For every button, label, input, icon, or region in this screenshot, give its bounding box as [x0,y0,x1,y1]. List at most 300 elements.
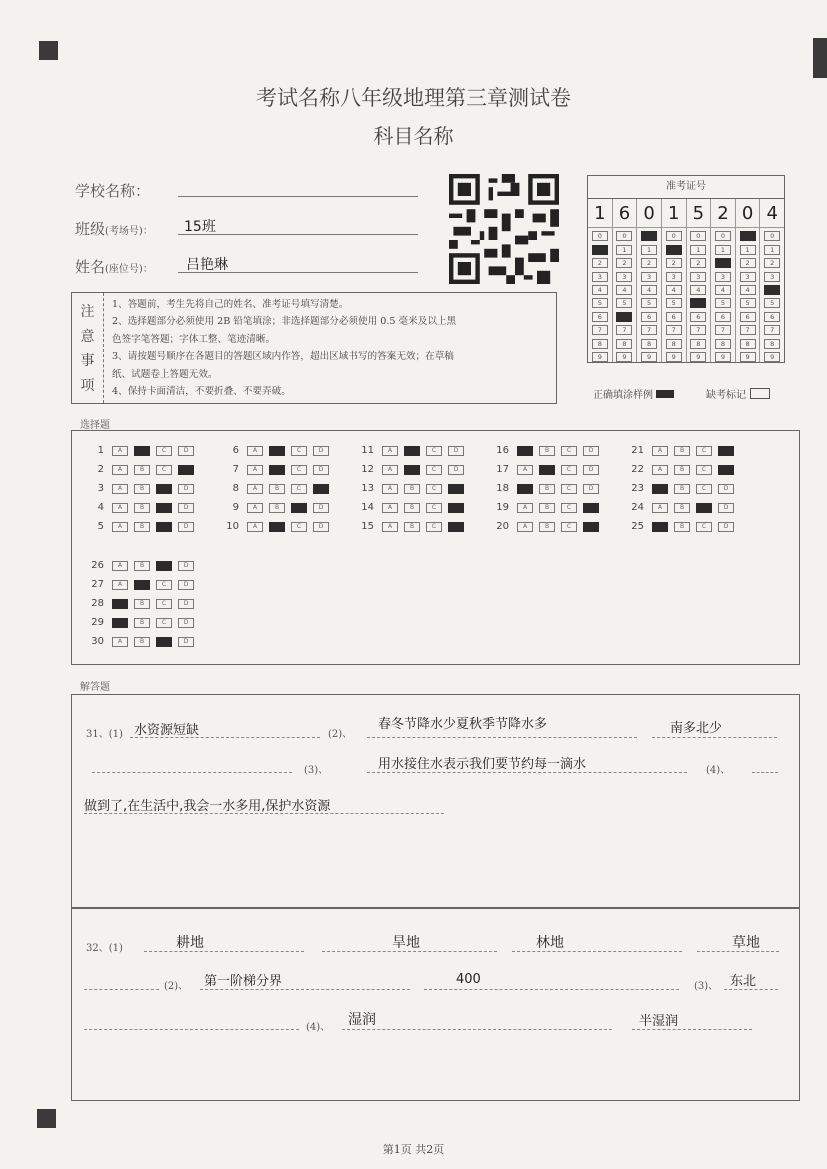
admission-bubble[interactable]: 7 [764,325,780,335]
mc-option-b[interactable] [404,465,420,475]
mc-option-b[interactable]: B [134,522,150,532]
admission-bubble[interactable] [764,285,780,295]
admission-bubble[interactable]: 2 [592,258,608,268]
mc-question-number: 18 [496,483,509,494]
admission-bubble[interactable] [641,231,657,241]
mc-option-a[interactable] [517,484,533,494]
admission-title: 准考证号 [588,176,784,199]
mc-option-b[interactable]: B [404,503,420,513]
mc-option-a[interactable]: A [247,446,263,456]
mc-question-number: 6 [232,445,239,456]
admission-bubble[interactable]: 6 [715,312,731,322]
mc-option-d[interactable]: D [718,503,734,513]
mc-question-row [86,521,200,532]
mc-question-number: 1 [97,445,104,456]
mc-question-row [86,445,200,456]
mc-question-number: 19 [496,502,509,513]
admission-bubble[interactable]: 2 [616,258,632,268]
mc-option-a[interactable]: A [247,484,263,494]
mc-option-c[interactable]: C [696,522,712,532]
mc-option-a[interactable]: A [652,503,668,513]
mc-option-a[interactable]: A [382,503,398,513]
q32-part3-label: (3)、 [694,981,719,992]
mc-question-row [356,521,470,532]
admission-bubble[interactable]: 6 [740,312,756,322]
mc-question-row [356,445,470,456]
mc-question-row [86,579,200,590]
mc-option-b[interactable] [404,446,420,456]
mc-option-d[interactable]: D [448,446,464,456]
admission-bubble[interactable]: 4 [592,285,608,295]
q32-answer-1d: 草地 [732,935,760,951]
q32-part4-label: (4)、 [306,1022,331,1033]
q31-answer-4: 做到了,在生活中,我会一水多用,保护水资源 [84,799,331,814]
admission-column [736,199,761,362]
mc-option-b[interactable]: B [269,484,285,494]
mc-option-d[interactable] [448,484,464,494]
mc-option-c[interactable] [156,503,172,513]
admission-bubble[interactable]: 6 [592,312,608,322]
mc-option-c[interactable] [156,522,172,532]
admission-bubble[interactable]: 9 [666,352,682,362]
name-value: 吕艳琳 [186,257,228,273]
mc-option-c[interactable]: C [696,446,712,456]
mc-question-number: 5 [97,521,104,532]
admission-bubble[interactable]: 1 [641,245,657,255]
mc-question-row [221,483,335,494]
mc-question-number: 3 [97,483,104,494]
admission-bubble[interactable]: 2 [690,258,706,268]
mc-question-number: 21 [631,445,644,456]
admission-bubble[interactable]: 4 [715,285,731,295]
admission-bubble[interactable]: 3 [690,272,706,282]
mc-question-row [86,636,200,647]
mc-option-d[interactable]: D [178,618,194,628]
mc-option-d[interactable]: D [313,522,329,532]
admission-bubble[interactable]: 3 [616,272,632,282]
mc-option-d[interactable]: D [313,446,329,456]
mc-option-a[interactable]: A [652,465,668,475]
mc-option-a[interactable]: A [112,637,128,647]
answer-box-31 [71,694,800,909]
mc-question-row [626,464,740,475]
admission-column [588,199,613,362]
admission-bubble[interactable]: 1 [715,245,731,255]
q31-answer-2b: 南多北少 [670,721,723,736]
admission-bubble[interactable] [740,231,756,241]
admission-bubble[interactable]: 4 [740,285,756,295]
mc-option-a[interactable]: A [247,465,263,475]
mc-option-b[interactable]: B [404,522,420,532]
mc-option-c[interactable]: C [156,446,172,456]
mc-question-row [221,502,335,513]
mc-question-row [626,483,740,494]
mc-option-d[interactable] [583,522,599,532]
mc-question-row [491,502,605,513]
mc-question-row [221,464,335,475]
mc-option-d[interactable]: D [178,561,194,571]
mc-option-a[interactable]: A [517,465,533,475]
school-label: 学校名称： [75,182,151,200]
mc-option-d[interactable]: D [448,465,464,475]
admission-bubble[interactable]: 8 [616,339,632,349]
mc-option-d[interactable] [448,503,464,513]
mc-question-row [86,560,200,571]
answer-box-32 [71,907,800,1101]
admission-bubble[interactable]: 3 [641,272,657,282]
mc-option-c[interactable]: C [291,484,307,494]
admission-bubble[interactable]: 4 [641,285,657,295]
admission-column [711,199,736,362]
mc-option-a[interactable] [112,599,128,609]
q32-answer-2: 第一阶梯分界 [204,974,283,989]
registration-mark-right [813,38,827,78]
admission-bubble[interactable]: 4 [616,285,632,295]
mc-option-a[interactable]: A [382,465,398,475]
mc-option-a[interactable] [112,618,128,628]
mc-option-b[interactable]: B [269,503,285,513]
admission-bubble[interactable]: 3 [666,272,682,282]
mc-option-b[interactable]: B [674,503,690,513]
admission-bubble[interactable]: 1 [764,245,780,255]
mc-question-row [221,521,335,532]
admission-digit: 1 [588,199,612,228]
mc-option-d[interactable]: D [583,484,599,494]
mc-question-number: 2 [97,464,104,475]
mc-option-c[interactable]: C [156,599,172,609]
mc-question-row [491,521,605,532]
mc-option-b[interactable] [134,580,150,590]
admission-bubble[interactable]: 8 [641,339,657,349]
mc-option-b[interactable]: B [539,503,555,513]
mc-option-b[interactable]: B [134,465,150,475]
admission-digit: 0 [637,199,661,228]
admission-bubble[interactable]: 6 [764,312,780,322]
mc-option-b[interactable]: B [674,446,690,456]
q31-answer-2: 春冬节降水少夏秋季节降水多 [378,717,548,732]
mc-option-d[interactable]: D [178,503,194,513]
mc-question-number: 4 [97,502,104,513]
admission-bubble[interactable]: 8 [690,339,706,349]
admission-bubble[interactable]: 9 [715,352,731,362]
mc-option-b[interactable]: B [134,503,150,513]
admission-bubble[interactable]: 5 [616,298,632,308]
admission-bubble[interactable]: 3 [740,272,756,282]
mc-option-a[interactable] [517,446,533,456]
mc-option-a[interactable]: A [112,484,128,494]
admission-bubble[interactable]: 0 [592,231,608,241]
legend-correct: 正确填涂样例 [593,386,674,401]
admission-bubble[interactable]: 5 [592,298,608,308]
mc-option-d[interactable]: D [718,484,734,494]
mc-option-b[interactable]: B [674,465,690,475]
registration-mark-top-left [39,41,58,60]
mc-option-c[interactable]: C [561,484,577,494]
q32-answer-4: 湿润 [348,1012,376,1028]
mc-option-c[interactable]: C [561,465,577,475]
admission-digit: 5 [687,199,711,228]
mc-option-c[interactable] [156,561,172,571]
mc-option-c[interactable]: C [156,465,172,475]
admission-bubble[interactable]: 5 [715,298,731,308]
mc-option-b[interactable]: B [134,599,150,609]
admission-bubble[interactable]: 8 [764,339,780,349]
admission-bubble[interactable]: 7 [641,325,657,335]
admission-bubble[interactable]: 4 [666,285,682,295]
mc-option-a[interactable]: A [112,446,128,456]
mc-option-d[interactable] [448,522,464,532]
mc-option-a[interactable] [652,484,668,494]
mc-option-b[interactable]: B [674,522,690,532]
admission-digit: 2 [711,199,735,228]
mc-option-c[interactable]: C [696,465,712,475]
mc-option-c[interactable]: C [291,465,307,475]
admission-bubble[interactable]: 9 [690,352,706,362]
admission-column [662,199,687,362]
mc-option-d[interactable] [718,465,734,475]
mc-question-row [221,445,335,456]
admission-bubble[interactable]: 9 [641,352,657,362]
mc-option-b[interactable]: B [134,484,150,494]
mc-answer-box [71,430,800,665]
mc-option-d[interactable] [583,503,599,513]
q32-answer-1b: 旱地 [392,935,420,951]
mc-option-c[interactable]: C [696,484,712,494]
mc-option-c[interactable] [156,637,172,647]
mc-question-number: 14 [361,502,374,513]
mc-option-b[interactable] [269,465,285,475]
mc-option-c[interactable]: C [426,522,442,532]
admission-bubble[interactable]: 9 [740,352,756,362]
mc-option-b[interactable]: B [404,484,420,494]
mc-option-b[interactable] [269,522,285,532]
mc-option-d[interactable]: D [178,580,194,590]
admission-column [687,199,712,362]
mc-option-b[interactable]: B [539,446,555,456]
admission-column [637,199,662,362]
admission-bubble[interactable]: 5 [740,298,756,308]
mc-option-a[interactable]: A [382,522,398,532]
admission-bubble[interactable]: 2 [740,258,756,268]
mc-option-a[interactable]: A [112,522,128,532]
admission-bubble[interactable]: 5 [641,298,657,308]
mc-option-a[interactable]: A [382,446,398,456]
admission-bubble[interactable]: 2 [666,258,682,268]
mc-question-row [86,502,200,513]
admission-bubble[interactable]: 7 [715,325,731,335]
admission-column [760,199,784,362]
admission-bubble[interactable]: 9 [616,352,632,362]
admission-bubble[interactable]: 2 [641,258,657,268]
admission-bubble[interactable]: 1 [690,245,706,255]
mc-question-row [86,483,200,494]
mc-question-row [356,483,470,494]
mc-option-b[interactable]: B [134,561,150,571]
mc-option-d[interactable] [718,446,734,456]
mc-option-d[interactable] [313,484,329,494]
mc-option-b[interactable]: B [134,618,150,628]
mc-question-number: 22 [631,464,644,475]
mc-question-number: 28 [91,598,104,609]
admission-bubble[interactable] [715,258,731,268]
mc-option-c[interactable]: C [561,522,577,532]
mc-option-a[interactable]: A [112,503,128,513]
q31-number: 31、(1) [86,729,123,740]
mc-option-b[interactable]: B [134,637,150,647]
mc-option-c[interactable]: C [426,465,442,475]
mc-option-c[interactable]: C [156,618,172,628]
mc-question-number: 24 [631,502,644,513]
mc-option-c[interactable]: C [561,503,577,513]
admission-bubble[interactable]: 9 [592,352,608,362]
mc-question-row [626,521,740,532]
admission-bubble[interactable]: 7 [666,325,682,335]
mc-question-number: 23 [631,483,644,494]
class-value: 15班 [184,219,216,235]
mc-question-row [86,598,200,609]
mc-question-row [491,483,605,494]
legend-filled-box [656,390,674,398]
admission-bubble[interactable]: 6 [641,312,657,322]
mc-option-c[interactable] [696,503,712,513]
mc-question-number: 15 [361,521,374,532]
mc-option-c[interactable] [156,484,172,494]
mc-option-a[interactable]: A [517,503,533,513]
admission-bubble[interactable]: 7 [592,325,608,335]
mc-question-row [626,502,740,513]
admission-bubble[interactable] [616,312,632,322]
mc-option-a[interactable]: A [112,561,128,571]
admission-bubble[interactable]: 0 [715,231,731,241]
mc-option-d[interactable] [178,465,194,475]
admission-bubble[interactable]: 1 [616,245,632,255]
mc-option-b[interactable]: B [539,522,555,532]
mc-question-row [86,464,200,475]
mc-question-row [356,464,470,475]
page-footer: 第1页 共2页 [382,1143,445,1156]
admission-bubble[interactable]: 8 [592,339,608,349]
q32-answer-1c: 林地 [536,935,564,951]
admission-bubble[interactable]: 0 [690,231,706,241]
admission-bubble[interactable]: 0 [666,231,682,241]
mc-option-c[interactable]: C [291,522,307,532]
mc-option-a[interactable]: A [112,465,128,475]
class-label: 班级(考场号)： [75,220,153,238]
admission-bubble[interactable]: 9 [764,352,780,362]
mc-question-row [626,445,740,456]
mc-option-a[interactable]: A [247,503,263,513]
mc-option-b[interactable] [134,446,150,456]
mc-option-b[interactable] [539,465,555,475]
notice-text: 1、答题前，考生先将自己的姓名、准考证号填写清楚。 2、选择题部分必须使用 2B 铅笔填涂；非选择题部分必须使用 0.5 毫米及以上黑 色签字笔答题；字体工整、笔迹清晰。 3、请按题号顺序在各题目的答题区域内作答，超出区域书写的答案无效；在草稿 纸、试题卷上答题无效。 4、保持卡面清洁，不要折叠、不要弄破。 [112,299,457,398]
admission-bubble[interactable]: 1 [740,245,756,255]
admission-bubble[interactable]: 3 [764,272,780,282]
q32-answer-3: 东北 [730,974,757,989]
mc-option-d[interactable]: D [178,637,194,647]
mc-question-number: 13 [361,483,374,494]
admission-bubble[interactable]: 7 [740,325,756,335]
mc-option-b[interactable]: B [539,484,555,494]
admission-bubble[interactable]: 3 [715,272,731,282]
mc-question-row [491,445,605,456]
mc-option-c[interactable]: C [561,446,577,456]
mc-option-d[interactable]: D [178,522,194,532]
mc-option-c[interactable]: C [291,446,307,456]
mc-option-b[interactable] [269,446,285,456]
mc-question-number: 16 [496,445,509,456]
q32-part2-label: (2)、 [164,981,189,992]
admission-bubble[interactable] [666,245,682,255]
admission-bubble[interactable]: 8 [740,339,756,349]
mc-option-a[interactable]: A [517,522,533,532]
admission-bubble[interactable]: 6 [690,312,706,322]
admission-bubble[interactable] [690,298,706,308]
mc-question-number: 10 [226,521,239,532]
mc-question-number: 9 [232,502,239,513]
admission-digit: 0 [736,199,760,228]
admission-bubble[interactable]: 8 [666,339,682,349]
admission-bubble[interactable]: 6 [666,312,682,322]
admission-digit: 4 [760,199,784,228]
mc-section-label: 选择题 [80,420,110,431]
admission-bubble[interactable]: 4 [690,285,706,295]
mc-option-c[interactable]: C [156,580,172,590]
notice-box [71,292,557,404]
admission-column [613,199,638,362]
admission-bubble[interactable] [592,245,608,255]
admission-bubble[interactable]: 5 [666,298,682,308]
admission-bubble[interactable]: 0 [616,231,632,241]
mc-option-c[interactable] [291,503,307,513]
mc-option-d[interactable]: D [583,446,599,456]
admission-bubble[interactable]: 7 [616,325,632,335]
mc-option-a[interactable]: A [382,484,398,494]
mc-option-d[interactable]: D [178,446,194,456]
answers-section-label: 解答题 [80,682,110,693]
mc-option-a[interactable] [652,522,668,532]
mc-question-number: 27 [91,579,104,590]
mc-question-number: 11 [361,445,374,456]
mc-question-number: 30 [91,636,104,647]
mc-option-d[interactable]: D [583,465,599,475]
legend-absent: 缺考标记 [706,386,770,401]
admission-bubble[interactable]: 3 [592,272,608,282]
mc-option-d[interactable]: D [178,484,194,494]
mc-option-a[interactable]: A [247,522,263,532]
mc-option-d[interactable]: D [718,522,734,532]
admission-bubble[interactable]: 7 [690,325,706,335]
admission-bubble[interactable]: 8 [715,339,731,349]
admission-bubble[interactable]: 2 [764,258,780,268]
mc-option-a[interactable]: A [112,580,128,590]
admission-number-grid [587,175,785,363]
mc-option-d[interactable]: D [313,465,329,475]
mc-question-number: 26 [91,560,104,571]
mc-option-c[interactable]: C [426,484,442,494]
mc-option-c[interactable]: C [426,446,442,456]
mc-option-c[interactable]: C [426,503,442,513]
admission-bubble[interactable]: 5 [764,298,780,308]
subject-title: 科目名称 [373,124,454,148]
mc-question-number: 29 [91,617,104,628]
mc-option-d[interactable]: D [313,503,329,513]
name-label: 姓名(座位号)： [75,258,153,276]
mc-option-b[interactable]: B [674,484,690,494]
mc-option-a[interactable]: A [652,446,668,456]
admission-bubble[interactable]: 0 [764,231,780,241]
notice-side-label: 注 意 事 项 [72,293,104,403]
mc-option-d[interactable]: D [178,599,194,609]
